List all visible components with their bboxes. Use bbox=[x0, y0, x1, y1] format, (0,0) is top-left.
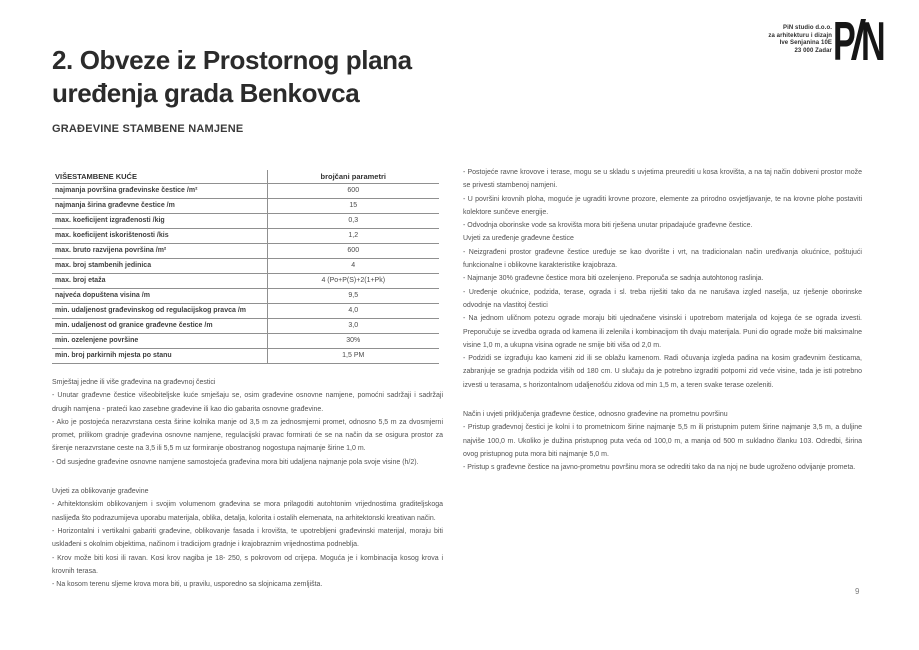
paragraph: - Od susjedne građevine osnovne namjene samostojeća građevina mora biti udaljena najmanje pola svoje visine (h/2). bbox=[52, 458, 419, 466]
paragraph: - Horizontalni i vertikalni gabariti građevine, oblikovanje fasada i krovišta, te upotrebljeni građevinski materijal, moraju biti usklađeni s okolnim objektima, načinom i tradicijom gradnje i krajobraznim vrijednostima podneblja. bbox=[52, 527, 443, 549]
table-row-label: min. udaljenost građevinskog od regulacijskog pravca /m bbox=[52, 303, 267, 318]
studio-address-line: 23 000 Zadar bbox=[794, 47, 832, 54]
table-row-value: 4,0 bbox=[267, 303, 439, 318]
pin-logo-icon bbox=[834, 19, 886, 61]
paragraph: - Na jednom uličnom potezu ograde moraju biti ujednačene visinski i upotrebom materijala od kojega će se ograda izvesti. Preporučuje se izvedba ograda od kamena ili zelenila i kombinacijom tih dvaju materijala. Puni dio ograde može biti maksimalne visine 1,0 m, a ukupna visina ograde ne smije biti viša od 2,0 m. bbox=[463, 315, 862, 349]
paragraph: - Najmanje 30% građevne čestice mora biti ozelenjeno. Preporuča se sadnja autohtonog raslinja. bbox=[463, 275, 764, 283]
table-header-name: VIŠESTAMBENE KUĆE bbox=[52, 170, 267, 183]
table-row bbox=[52, 273, 439, 288]
paragraph: - Uređenje okućnice, podzida, terase, ograda i sl. treba riješiti tako da ne narušava izgled naselja, uz rješenje oborinske odvodnje na vlastitoj čestici bbox=[463, 288, 862, 309]
table-row-label: najmanja površina građevinske čestice /m² bbox=[52, 183, 267, 198]
table-row-label: max. bruto razvijena površina /m² bbox=[52, 243, 267, 258]
studio-address-line: PiN studio d.o.o. bbox=[782, 25, 832, 31]
pin-logo-svg bbox=[834, 19, 886, 61]
table-row bbox=[52, 243, 439, 258]
table-row-label: max. koeficijent izgrađenosti /kig bbox=[52, 213, 267, 228]
right-text-column bbox=[463, 166, 862, 475]
page-title bbox=[52, 44, 412, 110]
left-text-column bbox=[52, 376, 443, 591]
table-row-value: 9,5 bbox=[267, 288, 439, 303]
table-row bbox=[52, 228, 439, 243]
paragraph: - Arhitektonskim oblikovanjem i svojim volumenom građevina se mora prilagoditi autohtonim vrijednostima graditeljskoga naslijeđa što podrazumijeva uporabu materijala, oblika, detalja, kolorita i ostalih elemenata, na arhitektonski kreativan način. bbox=[52, 501, 443, 522]
paragraph: - Pristup građevnoj čestici je kolni i to prometnicom širine najmanje 5,5 m ili pristupnim putem širine najmanje 3,5 m, a duljine najviše 100,0 m. Ukoliko je dužina pristupnog puta veća od 100,0 m, a manja od 500 m sukladno članku 103. Odredbi, širina ovog pristupnog puta mora biti najmanje 5,0 m. bbox=[463, 424, 862, 458]
section-heading: GRAĐEVINE STAMBENE NAMJENE bbox=[52, 123, 244, 135]
table-row bbox=[52, 183, 439, 198]
table-row-value: 30% bbox=[267, 333, 439, 348]
table-row bbox=[52, 213, 439, 228]
parameters-table-body bbox=[52, 183, 439, 363]
table-row-value: 15 bbox=[267, 198, 439, 213]
paragraph: Način i uvjeti priključenja građevne čestice, odnosno građevine na prometnu površinu bbox=[463, 411, 728, 419]
table-row bbox=[52, 333, 439, 348]
logo-letter-p: P bbox=[834, 19, 856, 61]
table-row-value: 1,5 PM bbox=[267, 348, 439, 363]
parameters-table-head bbox=[52, 170, 439, 183]
paragraph: - Ako je postojeća nerazvrstana cesta širine kolnika manje od 3,5 m za jednosmjerni promet, odnosno 5,5 m za dvosmjerni promet, prilikom gradnje građevina osnovne namjene, regulacijski pravac formirati će se na način da se osigura prostor za širenje nerazvrstane ceste na 3,5 ili 5,5 m uz formiranje obostranog nogostupa najmanje širine 1,0 m. bbox=[52, 418, 443, 453]
paragraph: - Krov može biti kosi ili ravan. Kosi krov nagiba je 18- 250, s pokrovom od crijepa. Moguća je i kombinacija kosog krova i krovnih terasa. bbox=[52, 554, 443, 575]
table-row-label: min. broj parkirnih mjesta po stanu bbox=[52, 348, 267, 363]
table-header-row bbox=[52, 170, 439, 183]
paragraph: Uvjeti za oblikovanje građevine bbox=[52, 488, 149, 496]
paragraph: - Podzidi se izgrađuju kao kameni zid ili se oblažu kamenom. Radi očuvanja izgleda padina na kosim građevnim česticama, zabranjuje se gradnja podzida viših od 180 cm. U slučaju da je potrebno izgraditi potporni zid veće visine, tada je isti potrebno izvesti u terasama, s horizontalnom udaljenošću zidova od min 1,5 m, a teren svake terase ozeleniti. bbox=[463, 355, 862, 389]
table-header-values: brojčani parametri bbox=[267, 170, 439, 183]
page-number: 9 bbox=[855, 587, 860, 596]
table-row-value: 3,0 bbox=[267, 318, 439, 333]
paragraph: - U površini krovnih ploha, moguće je ugraditi krovne prozore, elemente za prirodno osvjetljavanje, te na krovne plohe postaviti kolektore sunčeve energije. bbox=[463, 195, 862, 216]
logo-letter-n: N bbox=[861, 19, 886, 61]
studio-address bbox=[768, 25, 832, 55]
paragraph: - Postojeće ravne krovove i terase, mogu se u skladu s uvjetima preurediti u kosa krovišta, a na taj način dobiveni prostor može se privesti stambenoj namjeni. bbox=[463, 169, 862, 190]
table-row-label: najmanja širina građevne čestice /m bbox=[52, 198, 267, 213]
page-title-line-2: uređenja grada Benkovca bbox=[52, 78, 360, 108]
table-row-value: 4 bbox=[267, 258, 439, 273]
table-row bbox=[52, 318, 439, 333]
table-row-label: min. udaljenost od granice građevne čestice /m bbox=[52, 318, 267, 333]
table-row bbox=[52, 303, 439, 318]
table-row-value: 600 bbox=[267, 243, 439, 258]
parameters-table bbox=[52, 170, 439, 364]
table-row-label: min. ozelenjene površine bbox=[52, 333, 267, 348]
table-row-value: 4 (Po+P(S)+2(1+Pk) bbox=[267, 273, 439, 288]
paragraph: - Neizgrađeni prostor građevne čestice uređuje se kao dvorište i vrt, na tradicionalan način uređivanja okućnice, poštujući funkcionalne i oblikovne karakteristike krajobraza. bbox=[463, 248, 862, 270]
table-row-label: max. broj stambenih jedinica bbox=[52, 258, 267, 273]
paragraph: - Na kosom terenu sljeme krova mora biti, u pravilu, usporedno sa slojnicama zemljišta. bbox=[52, 581, 323, 589]
paragraph: - Pristup s građevne čestice na javno-prometnu površinu mora se odrediti tako da na njoj ne bude ugroženo odvijanje prometa. bbox=[463, 464, 856, 472]
table-row bbox=[52, 348, 439, 363]
table-row bbox=[52, 288, 439, 303]
table-row bbox=[52, 198, 439, 213]
table-row bbox=[52, 258, 439, 273]
table-row-value: 0,3 bbox=[267, 213, 439, 228]
table-row-label: max. broj etaža bbox=[52, 273, 267, 288]
table-row-value: 600 bbox=[267, 183, 439, 198]
table-row-label: max. koeficijent iskorištenosti /kis bbox=[52, 228, 267, 243]
paragraph: Uvjeti za uređenje građevne čestice bbox=[463, 235, 574, 243]
page-title-line-1: 2. Obveze iz Prostornog plana bbox=[52, 45, 412, 75]
studio-address-line: Ive Senjanina 10E bbox=[779, 40, 832, 47]
studio-address-line: za arhitekturu i dizajn bbox=[768, 32, 832, 39]
paragraph: - Odvodnja oborinske vode sa krovišta mora biti rješena unutar pripadajuće građevne čestice. bbox=[463, 222, 753, 230]
table-row-label: najveća dopuštena visina /m bbox=[52, 288, 267, 303]
table-row-value: 1,2 bbox=[267, 228, 439, 243]
paragraph: Smještaj jedne ili više građevina na građevnoj čestici bbox=[52, 379, 216, 386]
paragraph: - Unutar građevne čestice višeobiteljske kuće smješaju se, osim građevine osnovne namjene, pomoćni sadržaji i sadržaji drugih namjena - prateći kao zasebne građevine ili kao dio gabarita osnovne građevine. bbox=[52, 392, 443, 413]
